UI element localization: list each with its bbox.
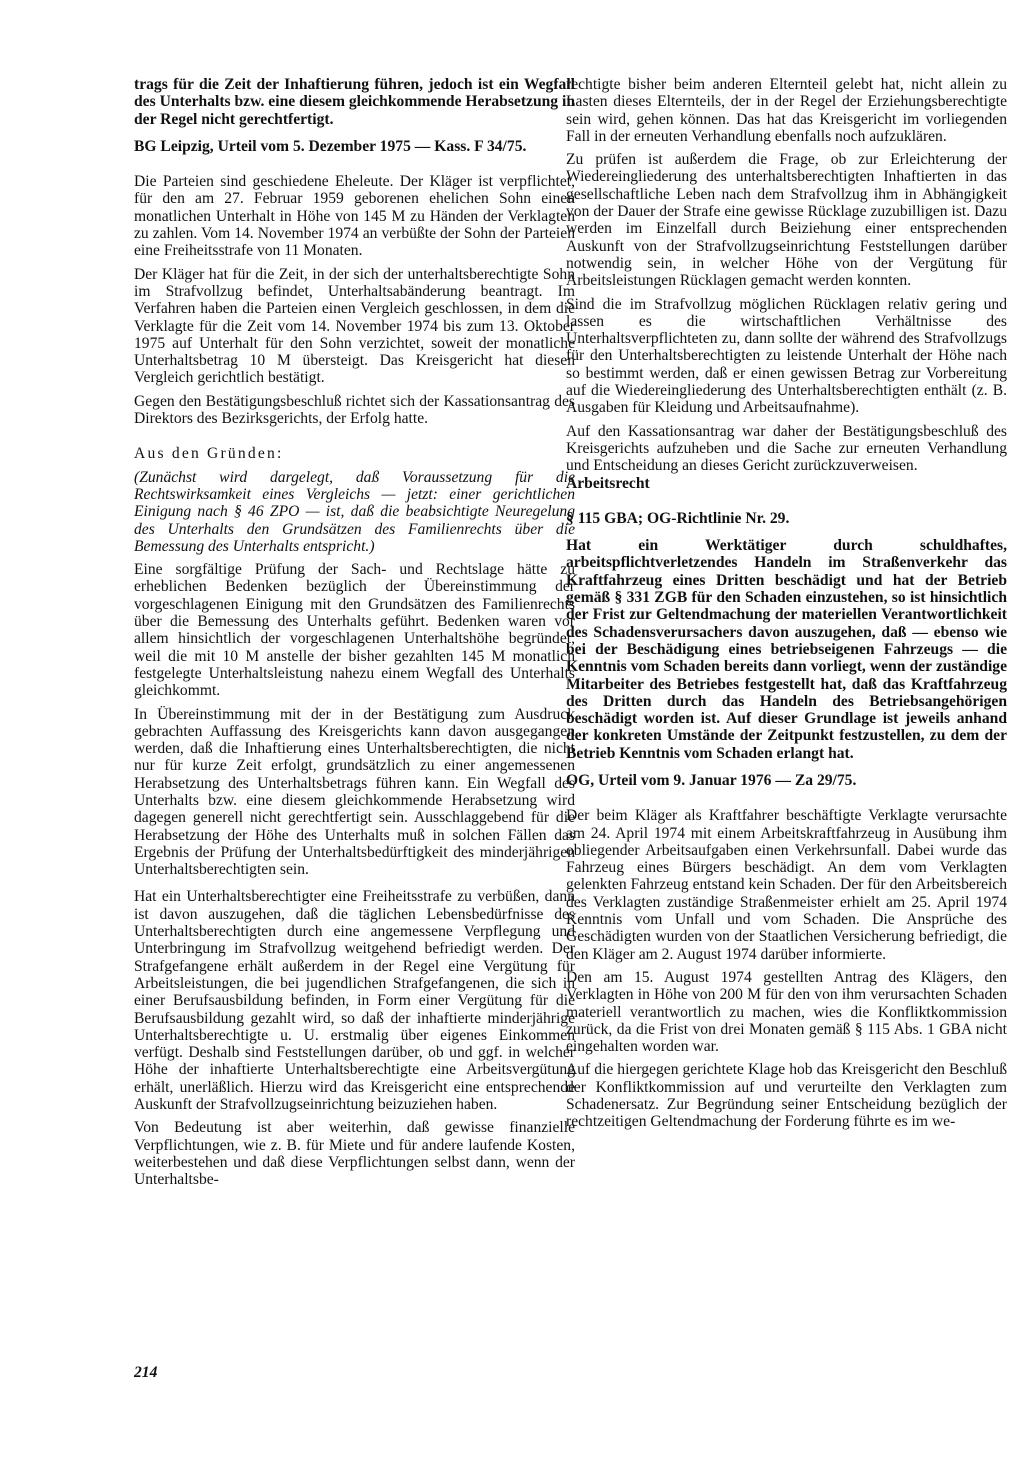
body-paragraph: Von Bedeutung ist aber weiterhin, daß gewisse finanzielle Verpflichtungen, wie z. B. für Miete und für andere laufende Kosten, weiterbestehen und daß diese Verpflichtungen selbst dann, wenn der Unterhaltsbe- — [134, 1119, 575, 1189]
body-paragraph: rechtigte bisher beim anderen Elternteil gelebt hat, nicht allein zu Lasten dieses Elternteils, der in der Regel der Erziehungsberechtigte sein wird, gehen können. Das hat das Kreisgericht im vorliegenden Fall in der erneuten Verhandlung ebenfalls noch aufzuklären. — [566, 76, 1007, 145]
section-heading: Arbeitsrecht — [566, 474, 650, 492]
left-column — [134, 76, 575, 1189]
case-citation: BG Leipzig, Urteil vom 5. Dezember 1975 — Kass. F 34/75. — [134, 137, 527, 155]
body-paragraph: Die Parteien sind geschiedene Eheleute. Der Kläger ist verpflichtet, für den am 27. Februar 1959 geborenen ehelichen Sohn einen monatlichen Unterhalt in Höhe von 145 M zu Händen der Verklagten zu zahlen. Vom 14. November 1974 an verbüßte der Sohn der Parteien eine Freiheitsstrafe von 11 Monaten. — [134, 173, 575, 260]
headnote-continuation: trags für die Zeit der Inhaftierung führen, jedoch ist ein Wegfall des Unterhalts bzw. eine diesem gleichkommende Herabsetzung in der Regel nicht gerechtfertigt. — [134, 76, 575, 128]
body-paragraph: Der beim Kläger als Kraftfahrer beschäftigte Verklagte verursachte am 24. April 1974 mit einem Arbeitskraftfahrzeug in Ausübung ihm obliegender Arbeitsaufgaben einen Verkehrsunfall. Dabei wurde das Fahrzeug eines Bürgers beschädigt. An dem vom Verklagten gelenkten Fahrzeug entstand kein Schaden. Der für den Arbeitsbereich des Verklagten zuständige Straßenmeister erhielt am 25. April 1974 Kenntnis vom Unfall und vom Schaden. Die Ansprüche des Geschädigten wurden von der Staatlichen Versicherung befriedigt, die den Kläger am 2. August 1974 darüber informierte. — [566, 807, 1007, 963]
body-paragraph: Eine sorgfältige Prüfung der Sach- und Rechtslage hätte zu erheblichen Bedenken bezüglich der Übereinstimmung der vorgeschlagenen Einigung mit den Grundsätzen des Familienrechts über die Bemessung des Unterhalts geführt. Bedenken waren vor allem hinsichtlich der vorgeschlagenen Unterhaltshöhe begründet, weil die mit 10 M anstelle der bisher gezahlten 145 M monatlich festgelegte Unterhaltsleistung nahezu einem Wegfall des Unterhalts gleichkommt. — [134, 561, 575, 700]
italic-summary: (Zunächst wird dargelegt, daß Voraussetzung für die Rechtswirksamkeit eines Vergleichs — jetzt: einer gerichtlichen Einigung nach § 46 ZPO — ist, daß die beabsichtigte Neuregelung des Unterhalts den Grundsätzen des Familienrechts über die Bemessung des Unterhalts entspricht.) — [134, 468, 575, 555]
body-paragraph: Den am 15. August 1974 gestellten Antrag des Klägers, den Verklagten in Höhe von 200 M für den von ihm verursachten Schaden materiell verantwortlich zu machen, wies die Konfliktkommission zurück, da die Frist von drei Monaten gemäß § 115 Abs. 1 GBA nicht eingehalten worden war. — [566, 968, 1007, 1056]
page-number: 214 — [134, 1364, 158, 1381]
grounds-label: Aus den Gründen: — [134, 445, 284, 463]
body-paragraph: Auf den Kassationsantrag war daher der Bestätigungsbeschluß des Kreisgerichts aufzuheben und die Sache zur erneuten Verhandlung und Entscheidung an dieses Gericht zurückzuverweisen. — [566, 422, 1007, 475]
body-paragraph: Auf die hiergegen gerichtete Klage hob das Kreisgericht den Beschluß der Konfliktkommission auf und verurteilte den Verklagten zum Schadenersatz. Zur Begründung seiner Entscheidung bezüglich der rechtzeitigen Geltendmachung der Forderung führte es im we- — [566, 1061, 1007, 1131]
body-paragraph: In Übereinstimmung mit der in der Bestätigung zum Ausdruck gebrachten Auffassung des Kreisgerichts kann davon ausgegangen werden, daß die Inhaftierung eines Unterhaltsberechtigten, die nicht nur für kurze Zeit erfolgt, grundsätzlich zu einer angemessenen Herabsetzung des Unterhaltsbetrags führen kann. Ein Wegfall des Unterhalts bzw. eine diesem gleichkommende Herabsetzung wird dagegen generell nicht gerechtfertigt sein. Ausschlaggebend für die Herabsetzung der Höhe des Unterhalts muß in solchen Fällen das Ergebnis der Prüfung der Unterhaltsbedürftigkeit des minderjährigen Unterhaltsberechtigten sein. — [134, 705, 575, 879]
body-paragraph: Zu prüfen ist außerdem die Frage, ob zur Erleichterung der Wiedereingliederung des unterhaltsberechtigten Inhaftierten in das gesellschaftliche Leben nach dem Strafvollzug ihm in Abhängigkeit von der Dauer der Strafe eine gewisse Rücklage zuzubilligen ist. Dazu werden im Einzelfall durch Beiziehung einer entsprechenden Auskunft von der Strafvollzugseinrichtung Feststellungen darüber notwendig sein, in welcher Höhe von der Vergütung für Arbeitsleistungen Rücklagen gemacht werden konnten. — [566, 151, 1007, 290]
headnote: Hat ein Werktätiger durch schuldhaftes, arbeitspflichtverletzendes Handeln im Straßenverkehr das Kraftfahrzeug eines Dritten beschädigt und hat der Betrieb gemäß § 331 ZGB für den Schaden einzustehen, so ist hinsichtlich der Frist zur Geltendmachung der materiellen Verantwortlichkeit des Schadensverursachers davon auszugehen, daß — ebenso wie bei der Beschädigung eines betriebseigenen Fahrzeugs — die Kenntnis vom Schaden bereits dann vorliegt, wenn der zuständige Mitarbeiter des Betriebes festgestellt hat, daß das Kraftfahrzeug des Dritten durch das Handeln des Betriebsangehörigen beschädigt worden ist. Auf dieser Grundlage ist jeweils anhand der konkreten Umstände der Zeitpunkt festzustellen, zu dem der Betrieb Kenntnis vom Schaden erlangt hat. — [566, 537, 1007, 762]
body-paragraph: Der Kläger hat für die Zeit, in der sich der unterhaltsberechtigte Sohn im Strafvollzug befindet, Unterhaltsabänderung beantragt. Im Verfahren haben die Parteien einen Vergleich geschlossen, in dem die Verklagte für die Zeit vom 14. November 1974 bis zum 13. Oktober 1975 auf Unterhalt für den Sohn verzichtet, soweit der monatliche Unterhaltsbetrag 10 M übersteigt. Das Kreisgericht hat diesen Vergleich gerichtlich bestätigt. — [134, 265, 575, 387]
case-citation: OG, Urteil vom 9. Januar 1976 — Za 29/75. — [566, 771, 857, 789]
body-paragraph: Gegen den Bestätigungsbeschluß richtet sich der Kassationsantrag des Direktors des Bezirksgerichts, der Erfolg hatte. — [134, 392, 575, 428]
body-paragraph: Sind die im Strafvollzug möglichen Rücklagen relativ gering und lassen es die wirtschaftlichen Verhältnisse des Unterhaltsverpflichteten zu, dann sollte der während des Strafvollzugs für den Unterhaltsberechtigten zu leistende Unterhalt der Höhe nach so bestimmt werden, daß er einen gewissen Betrag zur Vorbereitung auf die Wiedereingliederung des Unterhaltsberechtigten enthält (z. B. Ausgaben für Kleidung und Arbeitsaufnahme). — [566, 295, 1007, 417]
body-paragraph: Hat ein Unterhaltsberechtigter eine Freiheitsstrafe zu verbüßen, dann ist davon auszugehen, daß die täglichen Lebensbedürfnisse des Unterhaltsberechtigten durch eine angemessene Verpflegung und Unterbringung im Strafvollzug weitgehend befriedigt werden. Der Strafgefangene erhält außerdem in der Regel eine Vergütung für Arbeitsleistungen, die bei jugendlichen Strafgefangenen, die sich in einer Berufsausbildung befinden, in Form einer Vergütung für die Berufsausbildung gezahlt wird, so daß der inhaftierte minderjährige Unterhaltsberechtigte u. U. erstmalig über eigenes Einkommen verfügt. Deshalb sind Feststellungen darüber, ob und ggf. in welcher Höhe der inhaftierte Unterhaltsberechtigte eine Arbeitsvergütung erhält, unerläßlich. Hierzu wird das Kreisgericht eine entsprechende Auskunft der Strafvollzugseinrichtung beizuziehen haben. — [134, 888, 575, 1114]
legal-norms: § 115 GBA; OG-Richtlinie Nr. 29. — [566, 509, 790, 527]
right-column — [566, 76, 1007, 1131]
